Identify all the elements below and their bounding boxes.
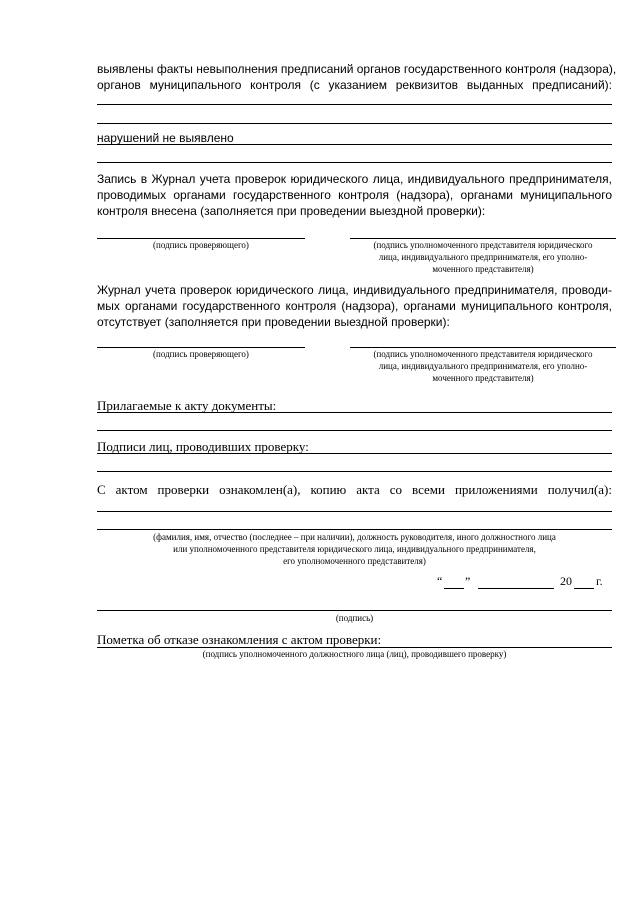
fill-line[interactable]	[97, 104, 612, 105]
fill-line[interactable]	[97, 430, 612, 431]
inspector-signature-line[interactable]	[97, 238, 305, 239]
fill-line[interactable]	[97, 453, 612, 454]
fill-line[interactable]	[97, 471, 612, 472]
journal-entry-line-1: Запись в Журнал учета проверок юридического лица, индивидуального предпринимателя,	[97, 172, 612, 186]
fill-line[interactable]	[97, 412, 612, 413]
representative-signature-caption-3: моченного представителя)	[432, 264, 534, 274]
fio-caption-line-3: его уполномоченного представителя)	[283, 556, 426, 566]
signature-line[interactable]	[97, 610, 612, 611]
refusal-label: Пометка об отказе ознакомления с актом проверки:	[97, 632, 382, 647]
representative-signature-line[interactable]	[350, 347, 616, 348]
date-month-field[interactable]	[478, 588, 554, 589]
acquainted-statement: С актом проверки ознакомлен(а), копию акта со всеми приложениями получил(а):	[97, 482, 612, 497]
fio-caption-line-2: или уполномоченного представителя юридического лица, индивидуального предпринимателя,	[173, 544, 536, 554]
fill-line[interactable]	[97, 511, 612, 512]
journal-entry-line-2: проводимых органами государственного контроля (надзора), органами муниципального	[97, 188, 612, 202]
date-close-quote: ”	[465, 574, 471, 588]
signature-caption: (подпись)	[335, 613, 374, 623]
journal-entry-line-3: контроля внесена (заполняется при проведении выездной проверки):	[97, 204, 486, 218]
representative-signature-caption-1: (подпись уполномоченного представителя юридического	[373, 349, 593, 359]
unfulfilled-orders-line-1: выявлены факты невыполнения предписаний органов государственного контроля (надзора),	[97, 62, 617, 76]
journal-absent-line-1: Журнал учета проверок юридического лица, индивидуального предпринимателя, проводи-	[97, 283, 612, 297]
inspectors-signatures-label: Подписи лиц, проводивших проверку:	[97, 439, 309, 454]
fill-line[interactable]	[97, 123, 612, 124]
date-open-quote: “	[437, 574, 443, 588]
fill-line[interactable]	[97, 162, 612, 163]
representative-signature-caption-3: моченного представителя)	[432, 373, 534, 383]
journal-absent-line-2: мых органами государственного контроля (надзора), органами муниципального контроля,	[97, 299, 612, 313]
date-year-field[interactable]	[574, 588, 594, 589]
fill-line[interactable]	[97, 144, 612, 145]
representative-signature-line[interactable]	[350, 238, 616, 239]
date-year-suffix: г.	[596, 574, 603, 588]
date-day-field[interactable]	[444, 588, 464, 589]
inspector-signature-caption: (подпись проверяющего)	[153, 349, 249, 359]
attached-documents-label: Прилагаемые к акту документы:	[97, 398, 277, 413]
journal-absent-line-3: отсутствует (заполняется при проведении выездной проверки):	[97, 315, 450, 329]
unfulfilled-orders-line-2: органов муниципального контроля (с указанием реквизитов выданных предписаний):	[97, 78, 612, 92]
representative-signature-caption-2: лица, индивидуального предпринимателя, его уполно-	[378, 361, 588, 371]
no-violations-text: нарушений не выявлено	[97, 131, 234, 145]
representative-signature-caption-1: (подпись уполномоченного представителя юридического	[373, 240, 593, 250]
fio-caption-line-1: (фамилия, имя, отчество (последнее – при наличии), должность руководителя, иного должностного лица	[153, 532, 556, 542]
representative-signature-caption-2: лица, индивидуального предпринимателя, его уполно-	[378, 252, 588, 262]
refusal-caption: (подпись уполномоченного должностного лица (лиц), проводившего проверку)	[202, 649, 507, 659]
fill-line[interactable]	[97, 529, 612, 530]
refusal-line[interactable]	[97, 647, 612, 648]
date-year-prefix: 20	[560, 574, 572, 588]
inspector-signature-caption: (подпись проверяющего)	[153, 240, 249, 250]
inspector-signature-line[interactable]	[97, 347, 305, 348]
